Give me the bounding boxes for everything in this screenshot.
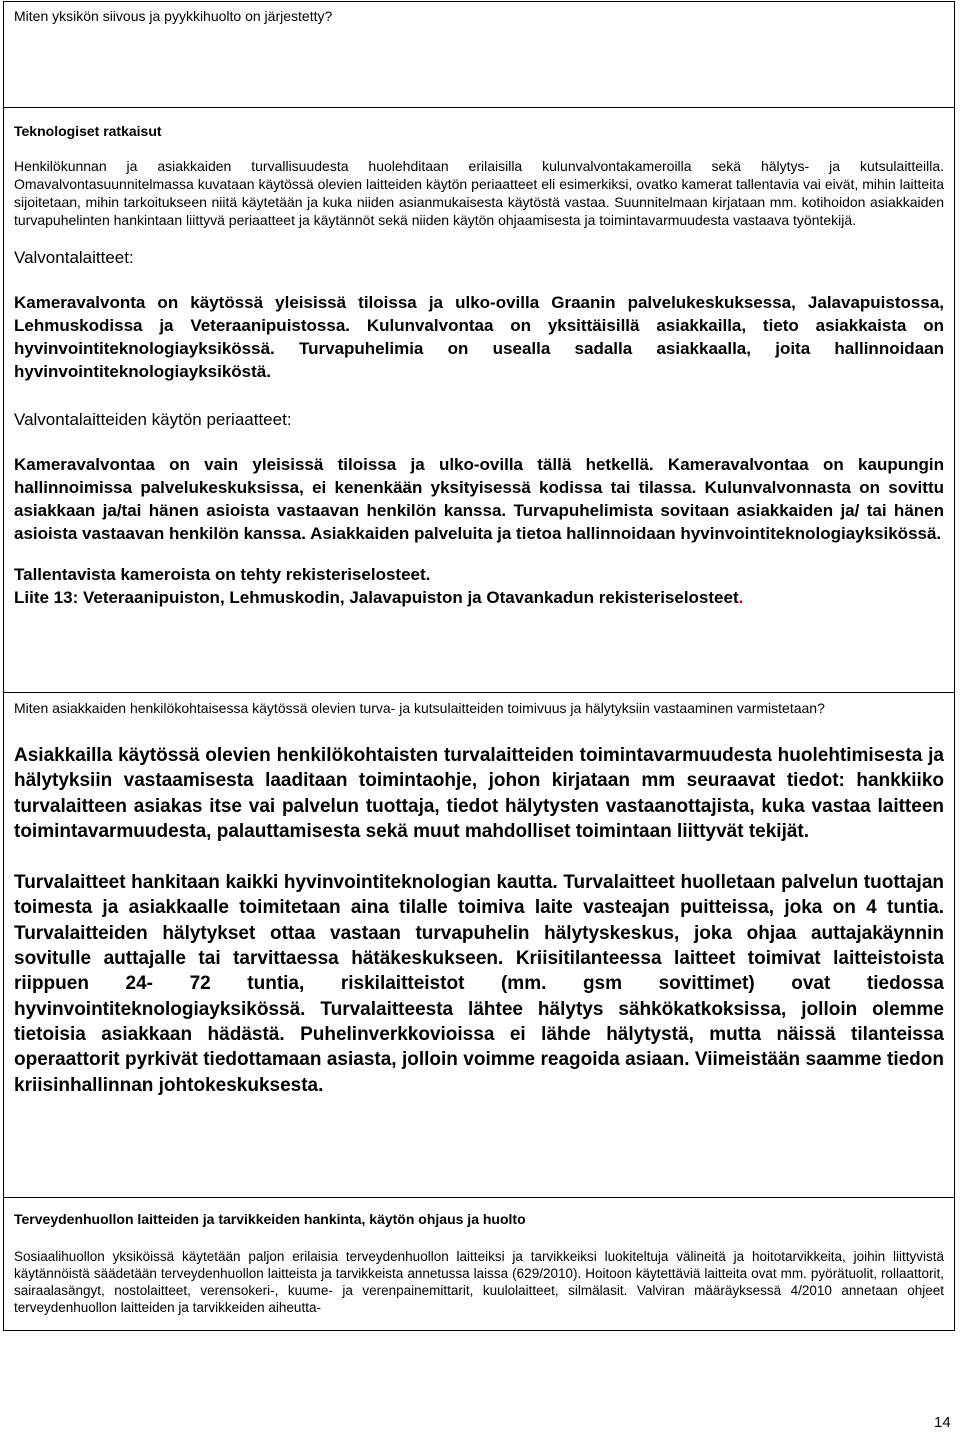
technology-intro: Henkilökunnan ja asiakkaiden turvallisuudesta huolehditaan erilaisilla kulunvalvontakameroilla sekä hälytys- ja kutsulaitteilla. Omavalvontasuunnitelmassa kuvataan käytössä olevien laitteiden käytön periaatteet eli esimerkiksi, ovatko kamerat tallentavia vai eivät, mihin laitteita sijoitetaan, mihin tarkoitukseen niitä käytetään ja kuka niiden asianmukaisesta käytöstä vastaa. Suunnitelmaan kirjataan mm. kotihoidon asiakkaiden turvapuhelinten hankintaan liittyvä periaatteet ja käytännöt sekä niiden käytön ohjaamisesta ja toimintavarmuudesta vastaava työntekijä. [14,158,944,228]
technology-heading: Teknologiset ratkaisut [14,123,162,139]
alarm-devices-section [4,692,954,1197]
document-frame [3,1,955,1331]
healthcare-devices-section [4,1197,954,1331]
cleaning-laundry-section [4,1,954,107]
appendix-13-period: . [738,588,744,607]
monitoring-principles-heading: Valvontalaitteiden käytön periaatteet: [14,410,292,429]
recording-cameras-line: Tallentavista kameroista on tehty rekisteriselosteet. [14,565,431,584]
healthcare-devices-text: Sosiaalihuollon yksiköissä käytetään paljon erilaisia terveydenhuollon laitteiksi ja tarvikkeiksi luokiteltuja välineitä ja hoitotarvikkeita, joihin liittyvistä käytännöistä säädetään terveydenhuollon laitteista ja tarvikkeista annetussa laissa (629/2010). Hoitoon käytettäviä laitteita ovat mm. pyörätuolit, rollaattorit, sairaalasängyt, nostolaitteet, verensokeri-, kuume- ja verenpainemittarit, kuulolaitteet, silmälasit. Valviran määräyksessä 4/2010 annetaan ohjeet terveydenhuollon laitteiden ja tarvikkeiden aiheutta- [14,1249,944,1315]
monitoring-devices-text: Kameravalvonta on käytössä yleisissä tiloissa ja ulko-ovilla Graanin palvelukeskuksessa, Jalavapuistossa, Lehmuskodissa ja Veteraanipuistossa. Kulunvalvontaa on yksittäisillä asiakkailla, tieto asiakkaista on hyvinvointiteknologiayksikössä. Turvapuhelimia on usealla sadalla asiakkaalla, joita hallinnoidaan hyvinvointiteknologiayksiköstä. [14,293,944,381]
technology-section [4,107,954,692]
recording-cameras-text [14,563,944,609]
healthcare-devices-heading: Terveydenhuollon laitteiden ja tarvikkeiden hankinta, käytön ohjaus ja huolto [14,1211,526,1227]
alarm-devices-question: Miten asiakkaiden henkilökohtaisessa käytössä olevien turva- ja kutsulaitteiden toimivuus ja hälytyksiin vastaaminen varmistetaan? [14,700,825,716]
monitoring-principles-text: Kameravalvontaa on vain yleisissä tiloissa ja ulko-ovilla tällä hetkellä. Kameravalvontaa on kaupungin hallinnoimissa palvelukeskuksissa, ei kenenkään yksityisessä kodissa tai tilassa. Kulunvalvonnasta on sovittu asiakkaan ja/tai hänen asioista vastaavan henkilön kanssa. Turvapuhelimista sovitaan asiakkaiden ja/ tai hänen asioista vastaavan henkilön kanssa. Asiakkaiden palveluita ja tietoa hallinnoidaan hyvinvointiteknologiayksikössä. [14,455,944,543]
monitoring-devices-heading: Valvontalaitteet: [14,248,134,267]
page-number: 14 [934,1414,951,1431]
cleaning-question: Miten yksikön siivous ja pyykkihuolto on järjestetty? [14,8,333,24]
appendix-13-reference: Liite 13: Veteraanipuiston, Lehmuskodin, Jalavapuiston ja Otavankadun rekisteriselosteet [14,588,739,607]
alarm-devices-answer-1: Asiakkailla käytössä olevien henkilökohtaisten turvalaitteiden toimintavarmuudesta huolehtimisesta ja hälytyksiin vastaamisesta laaditaan toimintaohje, johon kirjataan mm seuraavat tiedot: hankkiiko turvalaitteen asiakas itse vai palvelun tuottaja, tiedot hälytysten vastaanottajista, kuka vastaa laitteen toimintavarmuudesta, palauttamisesta sekä muut mahdolliset toimintaan liittyvät tekijät. [14,745,944,842]
alarm-devices-answer-2: Turvalaitteet hankitaan kaikki hyvinvointiteknologian kautta. Turvalaitteet huolletaan palvelun tuottajan toimesta ja asiakkaalle toimitetaan aina tilalle toimiva laite vasteajan puitteissa, joka on 4 tuntia. Turvalaitteiden hälytykset ottaa vastaan turvapuhelin hälytyskeskus, joka ohjaa auttajakäynnin sovitulle auttajalle tai tarvittaessa hätäkeskukseen. Kriisitilanteessa laitteet toimivat laitteistoista riippuen 24- 72 tuntia, riskilaitteistot (mm. gsm sovittimet) ovat tiedossa hyvinvointiteknologiayksikössä. Turvalaitteesta lähtee hälytys sähkökatkoksissa, jolloin olemme tietoisia asiakkaan hädästä. Puhelinverkkovioissa ei lähde hälytystä, mutta näissä tilanteissa operaattorit pyrkivät tiedottamaan asiasta, jolloin voimme reagoida asiaan. Viimeistään saamme tiedon kriisinhallinnan johtokeskuksesta. [14,872,944,1096]
